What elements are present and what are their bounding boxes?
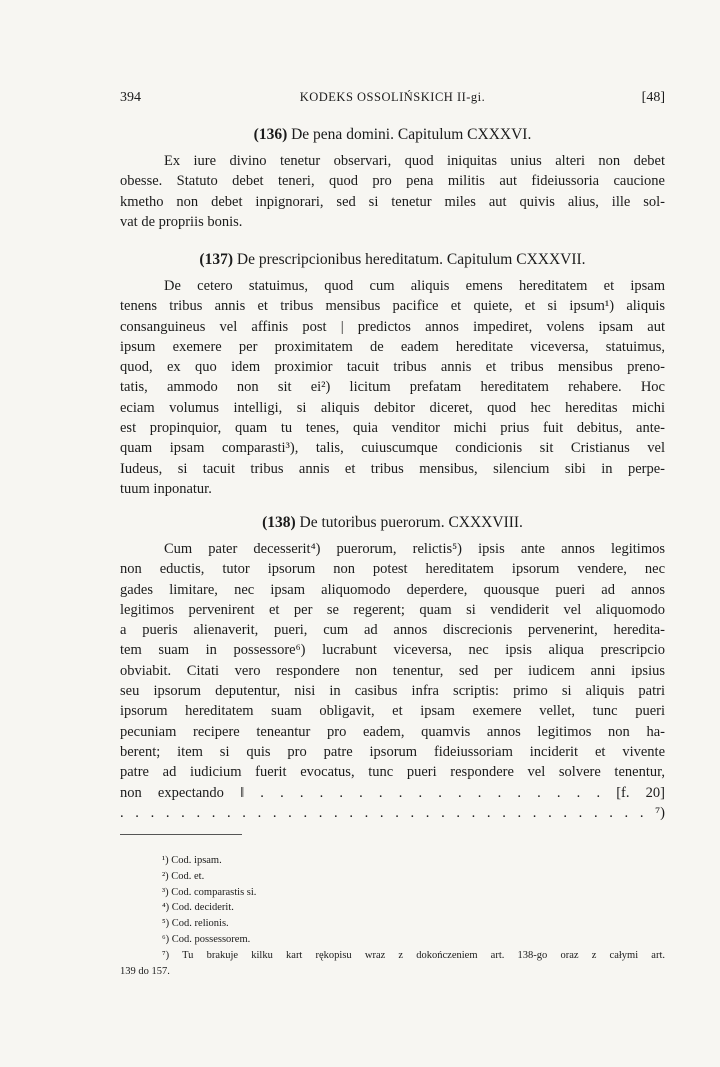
footnote: ⁴) Cod. deciderit.	[162, 902, 234, 914]
text-line: De cetero statuimus, quod cum aliquis emens hereditatem et ipsam	[164, 278, 665, 294]
section-title: De pena domini. Capitulum CXXXVI.	[291, 126, 532, 143]
text-line: gades limitare, nec ipsam aliquomodo deperdere, quousque pueri ad annos	[120, 581, 665, 598]
text-line: consanguineus vel affinis post | predictos annos impediret, volens ipsam aut	[120, 318, 665, 335]
page-header	[120, 90, 665, 110]
section-body-138	[120, 539, 665, 823]
text-line: kmetho non debet inpignorari, sed si tenetur miles aut quivis alius, ille sol-	[120, 193, 665, 210]
text-line: non eductis, tutor ipsorum non potest hereditatem ipsorum vendere, nec	[120, 561, 665, 578]
section-number: (138)	[262, 514, 296, 531]
text-line: vat de propriis bonis.	[120, 213, 243, 230]
section-number: (137)	[199, 251, 233, 268]
text-line: obviabit. Citati vero respondere non tenentur, sed per iudicem anni ipsius	[120, 662, 665, 679]
text-line: obesse. Statuto debet teneri, quod pro pena militis aut fideiussoria caucione	[120, 173, 665, 190]
text-line: Cum pater decesserit⁴) puerorum, relictis⁵) ipsis ante annos legitimos	[164, 541, 665, 557]
section-body-136	[120, 151, 665, 232]
footnote-continuation: 139 do 157.	[120, 965, 170, 977]
text-line: Ex iure divino tenetur observari, quod iniquitas unius alteri non debet	[164, 153, 665, 169]
text-line: seu ipsorum deputentur, nisi in casibus infra scriptis: primo si aliquis patri	[120, 683, 665, 700]
footnote: ⁶) Cod. possessorem.	[162, 933, 251, 945]
footnote-divider	[120, 834, 242, 835]
footnote: ¹) Cod. ipsam.	[162, 855, 222, 866]
text-line: legitimos pervenirent et per se regerent; quam si vendiderit vel aliquomodo	[120, 601, 665, 618]
text-line: pecuniam recipere teneantur pro eadem, quamvis annos legitimos non ha-	[120, 723, 665, 740]
text-line: eciam volumus intelligi, si aliquis debitor diceret, quod hec hereditas michi	[120, 399, 665, 416]
footnote: ³) Cod. comparastis si.	[162, 886, 257, 898]
footnote: ⁷) Tu brakuje kilku kart rękopisu wraz z dokończeniem art. 138-go oraz z całymi art.	[162, 949, 665, 961]
footnote: ⁵) Cod. relionis.	[162, 918, 229, 930]
section-heading-137	[120, 251, 665, 269]
text-line: a pueris alienaverit, pueri, cum ad annos discrecionis pervenerint, heredita-	[120, 622, 665, 639]
text-line: non expectando ‖ . . . . . . . . . . . . . . . . . . [f. 20]	[120, 784, 665, 801]
text-line: tuum inponatur.	[120, 480, 212, 497]
running-title: KODEKS OSSOLIŃSKICH II-gi.	[299, 90, 486, 104]
page-number: 394	[120, 90, 141, 105]
section-heading-138	[120, 514, 665, 532]
text-line: . . . . . . . . . . . . . . . . . . . . . . . . . . . . . . . . . . . ⁷)	[120, 804, 665, 821]
text-line: tatis, ammodo non sit ei²) licitum prefatam hereditatem rehabere. Hoc	[120, 379, 665, 396]
section-number: (136)	[253, 126, 288, 143]
text-line: tem suam in possessore⁶) lucrabunt viceversa, nec ipsis aliqua prescripcio	[120, 642, 665, 659]
text-line: quod, ex quo idem proximior tacuit tribus annis et tribus mensibus preno-	[120, 359, 665, 376]
text-line: Iudeus, si tacuit tribus annis et tribus mensibus, silencium sibi in perpe-	[120, 460, 665, 477]
footnote: ²) Cod. et.	[162, 870, 205, 882]
text-line: ipsorum hereditatem suam obligavit, et ipsam exemere vellet, tunc pueri	[120, 703, 665, 720]
section-heading-136	[120, 126, 665, 144]
section-title: De prescripcionibus hereditatum. Capitulum CXXXVII.	[236, 251, 586, 268]
section-title: De tutoribus puerorum. CXXXVIII.	[299, 514, 523, 531]
text-line: est propinquior, quam tu tenes, quia venditor michi prius fuit debitus, ante-	[120, 420, 665, 437]
text-line: berent; item si quis pro patre ipsorum fideiussoriam inciderit et vivente	[120, 743, 665, 760]
text-line: patre ad iudicium fuerit evocatus, tunc pueri respondere vel solvere tenentur,	[120, 764, 665, 781]
footnotes	[120, 853, 665, 979]
original-page-marker: [48]	[641, 90, 665, 105]
text-line: ipsum exemere per proximitatem de eadem hereditate viceversa, statuimus,	[120, 338, 665, 355]
section-body-137	[120, 276, 665, 499]
text-line: tenens tribus annis et tribus mensibus pacifice et quiete, et si ipsum¹) aliquis	[120, 298, 665, 315]
text-line: quam ipsam comparasti³), talis, cuiuscumque condicionis sit Cristianus vel	[120, 440, 665, 457]
